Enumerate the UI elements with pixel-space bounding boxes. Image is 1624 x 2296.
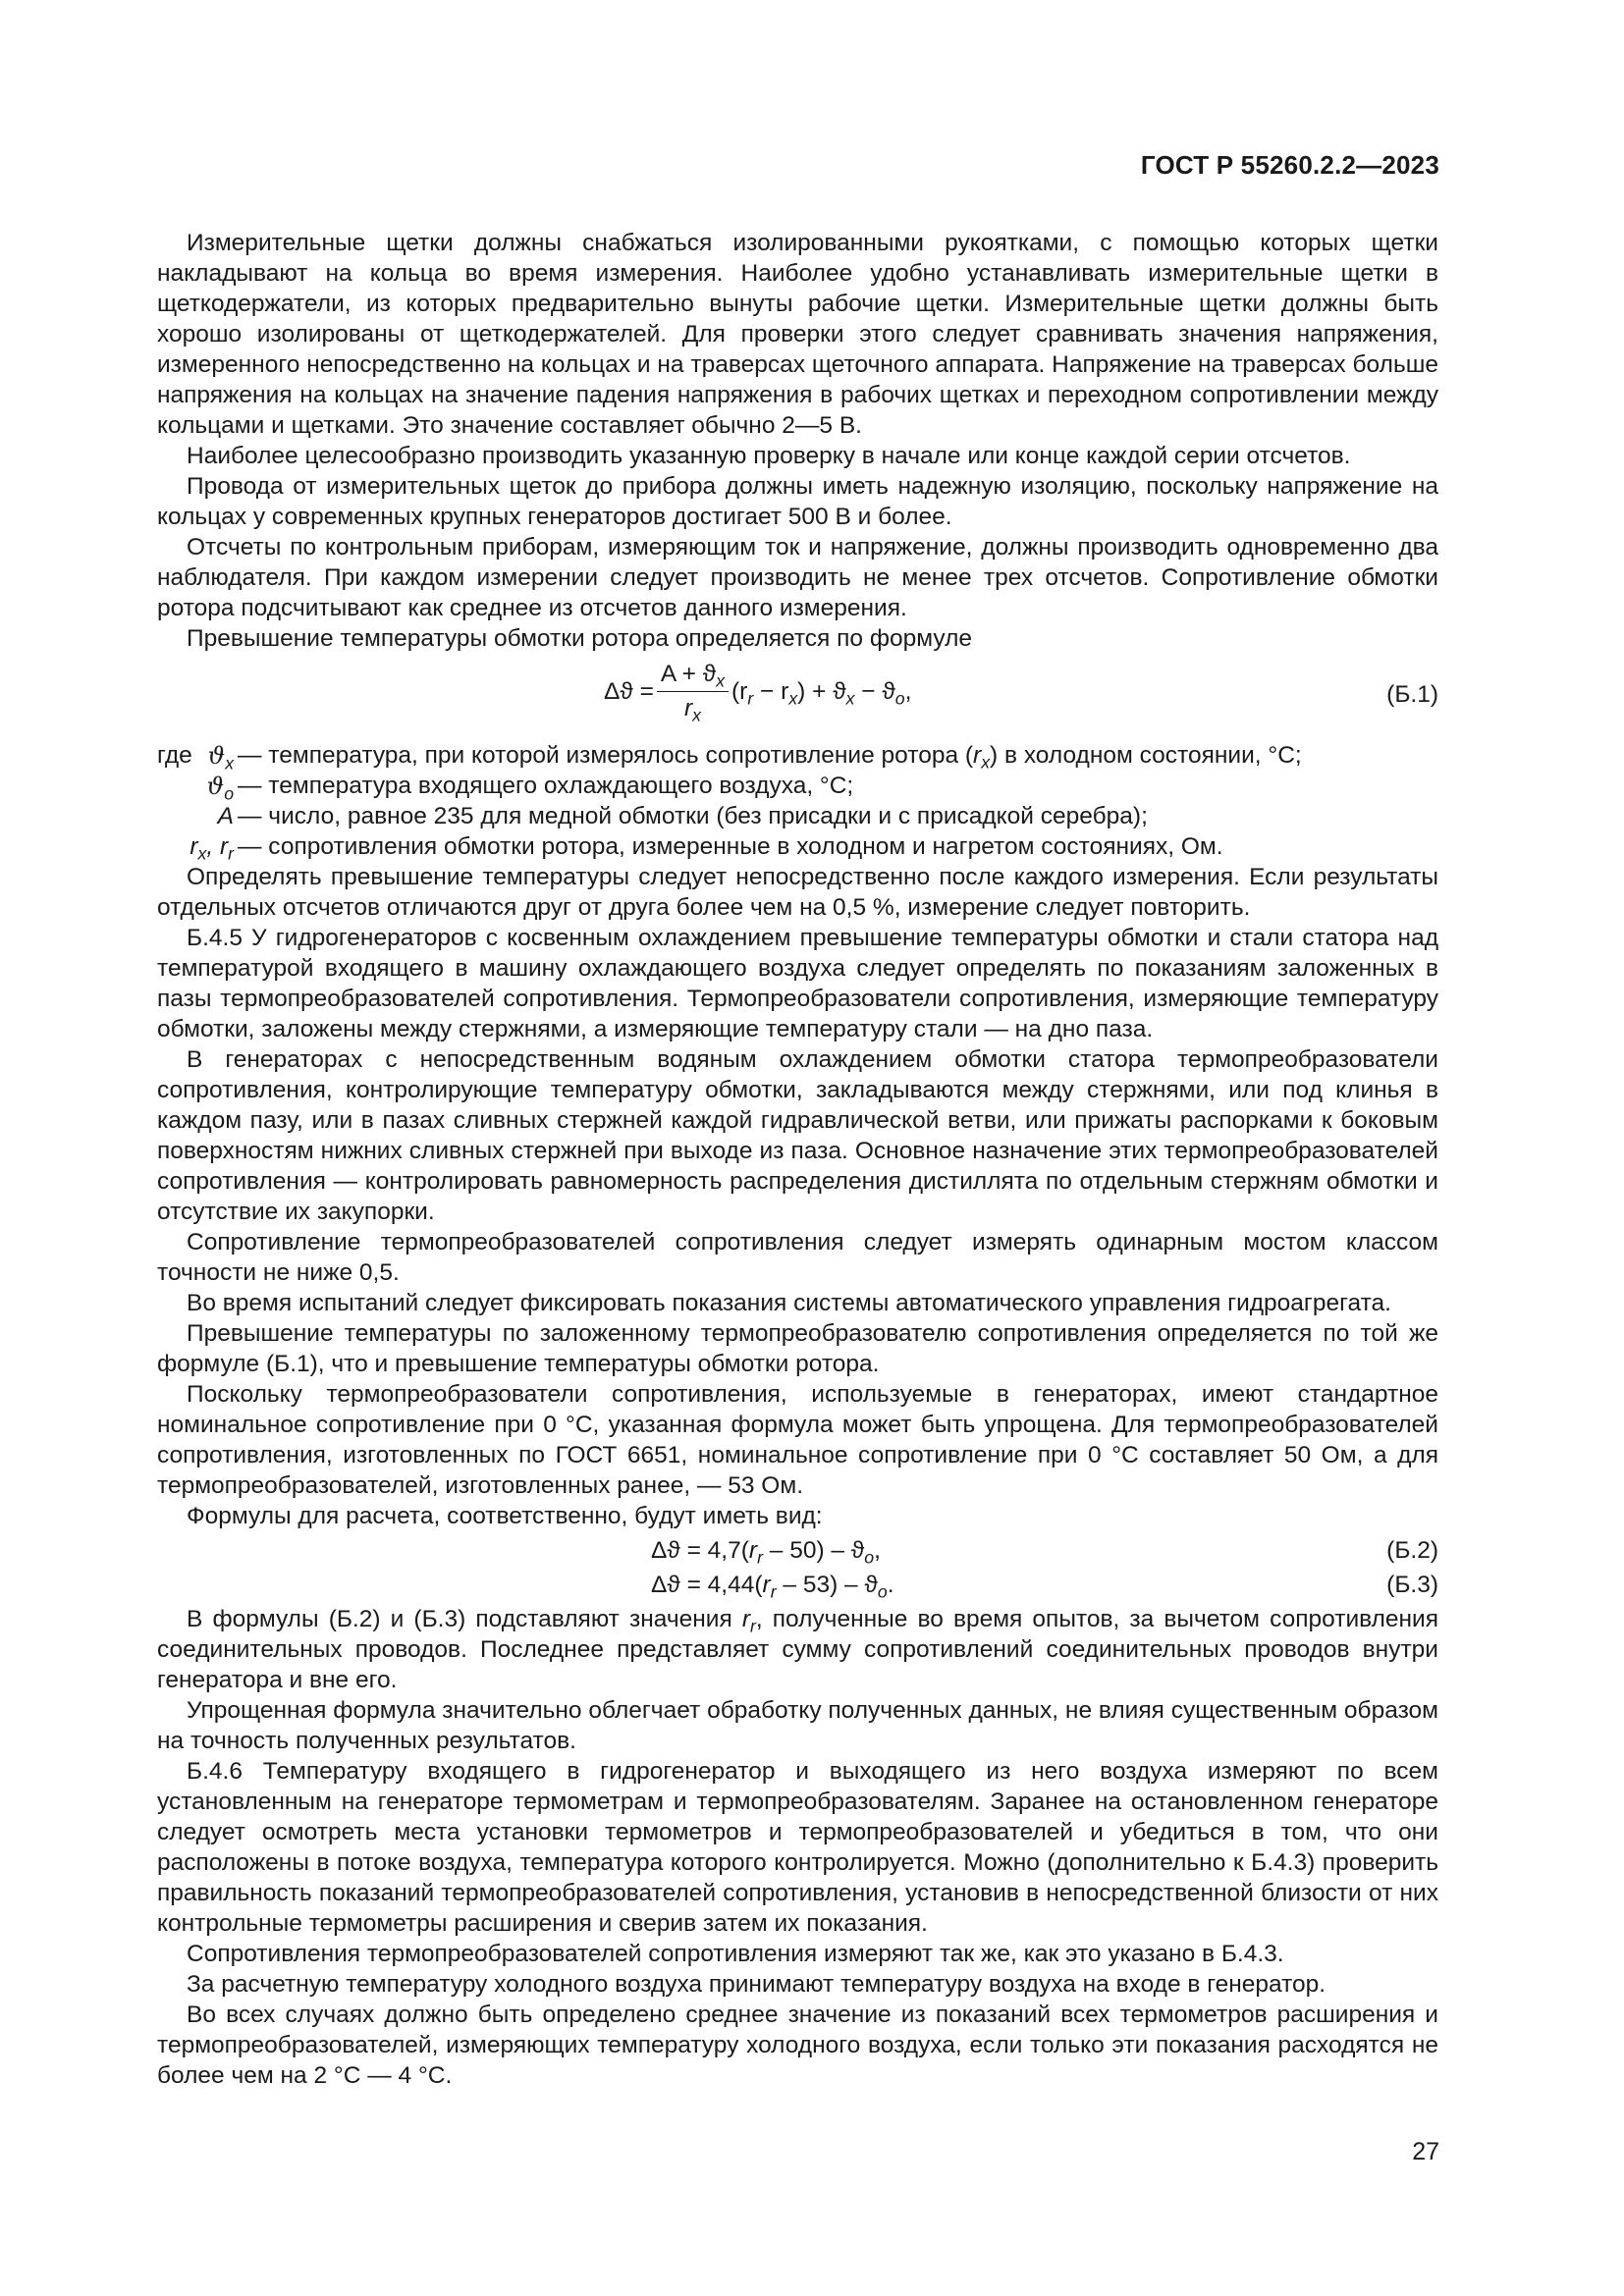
formula-b1-expression <box>604 660 911 723</box>
formula-b1-fraction <box>657 660 729 723</box>
formula-b1-denominator: $r_x$ <box>683 695 701 725</box>
paragraph: Б.4.5 У гидрогенераторов с косвенным охлаждением превышение температуры обмотки и стали статора над температурой входящего в машину охлаждающего воздуха следует определять по показаниям заложенных в пазы термопреобразователей сопротивления. Термопреобразователи сопротивления, измеряющие температуру обмотки, заложены между стержнями, а измеряющие температуру стали — на дно паза. <box>157 925 1438 1042</box>
paragraph: Во всех случаях должно быть определено среднее значение из показаний всех термометров расширения и термопреобразователей, измеряющих температуру холодного воздуха, если только эти показания расходятся не более чем на 2 °С — 4 °С. <box>157 2002 1438 2089</box>
where-row <box>157 740 1438 774</box>
formula-b2-number: (Б.2) <box>1386 1537 1438 1564</box>
where-block <box>157 740 1438 862</box>
formula-b3-expression: $\Delta ϑ = 4,44(r_r - 53) - ϑ_o$. <box>651 1572 894 1602</box>
where-description: — число, равное 235 для медной обмотки (без присадки и с присадкой серебра); <box>238 803 1148 829</box>
page-number: 27 <box>1412 2138 1439 2165</box>
paragraph: Наиболее целесообразно производить указанную проверку в начале или конце каждой серии отсчетов. <box>187 443 1351 469</box>
where-symbol: $ϑ_x$ <box>207 741 234 774</box>
paragraph: В генераторах с непосредственным водяным охлаждением обмотки статора термопреобразователи сопротивления, контролирующие температуру обмотки, закладываются между стержнями, или под клинья в каждом пазу, или в пазах сливных стержней каждой гидравлической ветви, или прижаты распорками к боковым поверхностям нижних сливных стержней при выходе из паза. Основное назначение этих термопреобразователей сопротивления — контролировать равномерность распределения дистиллята по отдельным стержням обмотки и отсутствие их закупорки. <box>157 1046 1438 1225</box>
where-row <box>157 831 1438 862</box>
paragraph: Упрощенная формула значительно облегчает обработку полученных данных, не влияя существенным образом на точность полученных результатов. <box>157 1697 1438 1754</box>
paragraph: Поскольку термопреобразователи сопротивления, используемые в генераторах, имеют стандартное номинальное сопротивление при 0 °С, указанная формула может быть упрощена. Для термопреобразователей сопротивления, изготовленных по ГОСТ 6651, номинальное сопротивление при 0 °С составляет 50 Ом, а для термопреобразователей, изготовленных ранее, — 53 Ом. <box>157 1381 1438 1499</box>
where-symbol: $r_x$, $r_r$ <box>189 833 234 864</box>
where-row <box>157 771 1438 804</box>
paragraph: Определять превышение температуры следует непосредственно после каждого измерения. Если результаты отдельных отсчетов отличаются друг от друга более чем на 0,5 %, измерение следует повторить. <box>157 864 1438 921</box>
paragraph: Провода от измерительных щеток до прибора должны иметь надежную изоляцию, поскольку напряжение на кольцах у современных крупных генераторов достигает 500 В и более. <box>157 473 1438 530</box>
document-body <box>157 228 1438 2091</box>
paragraph: Б.4.6 Температуру входящего в гидрогенератор и выходящего из него воздуха измеряют по всем установленным на генераторе термометрам и термопреобразователям. Заранее на остановленном генераторе следует осмотреть места установки термометров и термопреобразователей и убедиться в том, что они расположены в потоке воздуха, температура которого контролируется. Можно (дополнительно к Б.4.3) проверить правильность показаний термопреобразователей сопротивления, установив в непосредственной близости от них контрольные термометры расширения и сверив затем их показания. <box>157 1758 1438 1937</box>
paragraph: Отсчеты по контрольным приборам, измеряющим ток и напряжение, должны производить одновременно два наблюдателя. При каждом измерении следует производить не менее трех отсчетов. Сопротивление обмотки ротора подсчитывают как среднее из отсчетов данного измерения. <box>157 534 1438 621</box>
where-description: — температура входящего охлаждающего воздуха, °С; <box>238 773 854 799</box>
where-symbol: A <box>217 803 234 829</box>
paragraph: Превышение температуры по заложенному термопреобразователю сопротивления определяется по той же формуле (Б.1), что и превышение температуры обмотки ротора. <box>157 1320 1438 1377</box>
formula-b1-rest: $(r_r - r_x) + ϑ_x - ϑ_o$, <box>731 678 912 709</box>
where-symbol: $ϑ_o$ <box>206 772 234 804</box>
paragraph: Формулы для расчета, соответственно, будут иметь вид: <box>187 1503 823 1529</box>
where-lead: где <box>157 742 192 769</box>
where-row <box>157 801 1438 831</box>
paragraph: Во время испытаний следует фиксировать показания системы автоматического управления гидроагрегата. <box>187 1290 1391 1316</box>
paragraph: Измерительные щетки должны снабжаться изолированными рукоятками, с помощью которых щетки накладывают на кольца во время измерения. Наиболее удобно устанавливать измерительные щетки в щеткодержатели, из которых предварительно вынуты рабочие щетки. Измерительные щетки должны быть хорошо изолированы от щеткодержателей. Для проверки этого следует сравнивать значения напряжения, измеренного непосредственно на кольцах и на траверсах щеточного аппарата. Напряжение на траверсах больше напряжения на кольцах на значение падения напряжения в рабочих щетках и переходном сопротивлении между кольцами и щетками. Это значение составляет обычно 2—5 В. <box>157 230 1438 439</box>
formula-b2-expression: $\Delta ϑ = 4,7(r_r - 50) - ϑ_o$, <box>651 1537 881 1568</box>
formula-b1-lhs: Δϑ = <box>604 678 654 705</box>
paragraph: Превышение температуры обмотки ротора определяется по формуле <box>187 625 972 652</box>
formula-b3-number: (Б.3) <box>1386 1572 1438 1598</box>
where-description: — температура, при которой измерялось сопротивление ротора $(r_x)$ в холодном состоянии, °С; <box>238 742 1302 773</box>
formula-b2 <box>157 1535 1438 1566</box>
paragraph: Сопротивления термопреобразователей сопротивления измеряют так же, как это указано в Б.4.3. <box>187 1941 1284 1967</box>
formula-b1-number: (Б.1) <box>1386 681 1438 708</box>
paragraph: За расчетную температуру холодного воздуха принимают температуру воздуха на входе в генератор. <box>187 1971 1326 1998</box>
formula-b3 <box>157 1570 1438 1600</box>
paragraph: Сопротивление термопреобразователей сопротивления следует измерять одинарным мостом классом точности не ниже 0,5. <box>157 1229 1438 1286</box>
paragraph: В формулы (Б.2) и (Б.3) подставляют значения $r_r$, полученные во время опытов, за вычетом сопротивления соединительных проводов. Последнее представляет сумму сопротивлений соединительных проводов внутри генератора и вне его. <box>157 1606 1438 1693</box>
document-header-title: ГОСТ Р 55260.2.2—2023 <box>1140 150 1439 180</box>
formula-b1 <box>157 658 1438 734</box>
formula-b1-numerator: $A + ϑ_x$ <box>657 660 729 692</box>
where-description: — сопротивления обмотки ротора, измеренные в холодном и нагретом состояниях, Ом. <box>238 833 1223 860</box>
